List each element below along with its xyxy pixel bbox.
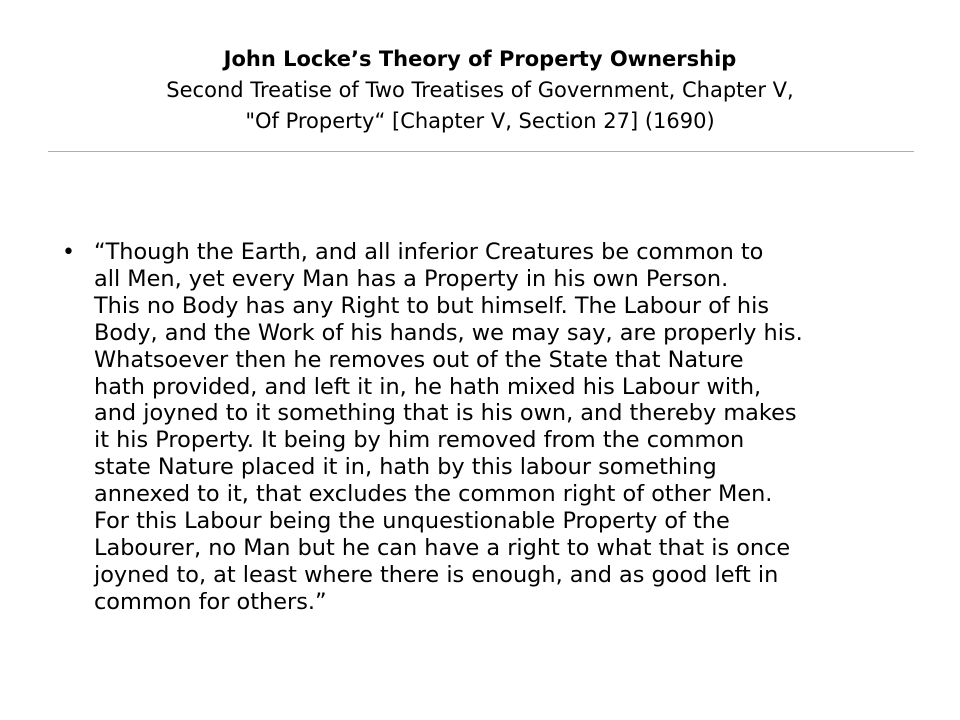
quote-line: Whatsoever then he removes out of the State that Nature	[94, 346, 744, 373]
quote-line: joyned to, at least where there is enough, and as good left in	[94, 561, 779, 588]
quote-line: common for others.”	[94, 588, 327, 615]
quote-line: This no Body has any Right to but himself. The Labour of his	[94, 292, 769, 319]
locke-quote	[94, 239, 912, 616]
quote-line: Body, and the Work of his hands, we may say, are properly his.	[94, 319, 803, 346]
quote-line: it his Property. It being by him removed from the common	[94, 427, 745, 454]
slide-title: John Locke’s Theory of Property Ownership	[223, 47, 737, 71]
quote-line: “Though the Earth, and all inferior Creatures be common to	[94, 239, 764, 265]
quote-line: For this Labour being the unquestionable Property of the	[94, 508, 730, 535]
quote-line: hath provided, and left it in, he hath mixed his Labour with,	[94, 373, 762, 400]
slide-subtitle-line-2: "Of Property“ [Chapter V, Section 27] (1690)	[245, 109, 715, 133]
bullet-list	[60, 239, 912, 616]
quote-line: annexed to it, that excludes the common right of other Men.	[94, 481, 773, 508]
bullet-icon: •	[62, 240, 75, 265]
quote-line: Labourer, no Man but he can have a right to what that is once	[94, 534, 791, 561]
slide-subtitle-line-1: Second Treatise of Two Treatises of Government, Chapter V,	[166, 78, 794, 102]
quote-line: and joyned to it something that is his own, and thereby makes	[94, 400, 797, 427]
quote-line: state Nature placed it in, hath by this labour something	[94, 454, 717, 481]
quote-line: all Men, yet every Man has a Property in his own Person.	[94, 265, 729, 292]
slide-title-block	[48, 44, 912, 137]
title-divider	[48, 151, 914, 152]
bullet-item	[60, 239, 912, 616]
